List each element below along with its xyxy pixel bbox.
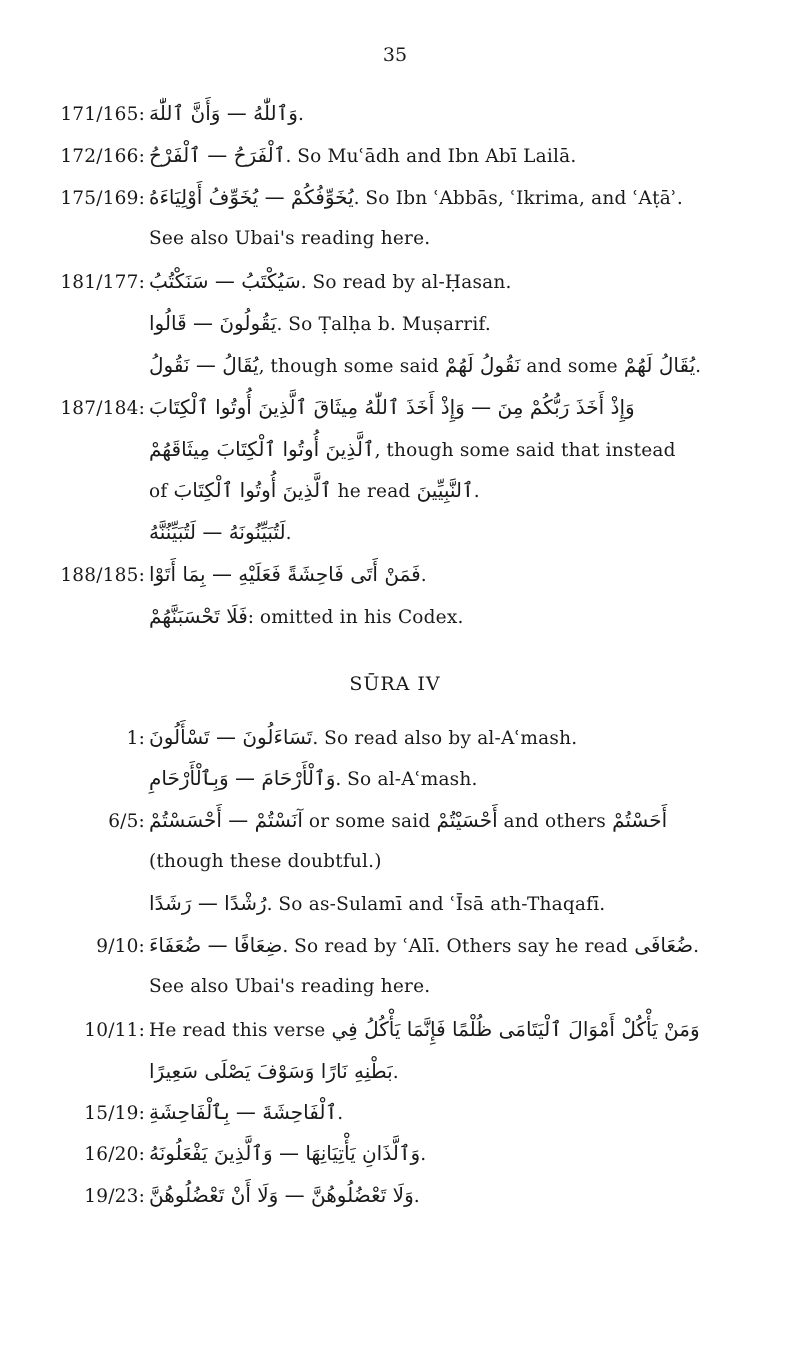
commentary-text: .: [413, 1186, 420, 1207]
arabic-text: وَٱلْأَرْحَامَ — وَبِٱلْأَرْحَامِ: [149, 766, 336, 790]
commentary-text: . So read by ʿAlī. Others say he read: [282, 936, 635, 957]
arabic-text: أَحَسْتُمْ: [612, 808, 668, 832]
variant-entry-continuation: [50, 514, 790, 550]
variant-entry: [50, 389, 710, 425]
arabic-text: ٱلْفَرَحُ — ٱلْفَرْحُ: [149, 143, 286, 167]
variant-entry-continuation: [50, 598, 790, 634]
commentary-text: . So as-Sulamī and ʿĪsā ath-Thaqafī.: [266, 894, 606, 915]
variant-entry-continuation: [50, 969, 790, 1005]
arabic-text: يُخَوِّفُكُمْ — يُخَوِّفُ أَوْلِيَاءَهُ: [149, 185, 354, 209]
arabic-text: ٱلْفَاحِشَةَ — بِٱلْفَاحِشَةِ: [149, 1100, 338, 1124]
arabic-text: ضُعَافَى: [634, 933, 694, 957]
variant-entry: [50, 137, 710, 173]
commentary-text: . So read by al-Ḥasan.: [300, 272, 512, 293]
variant-entry: [50, 1135, 710, 1171]
arabic-text: يُقَالُ لَهُمْ: [623, 353, 696, 377]
page-number: 35: [382, 44, 408, 66]
verse-reference: 172/166:: [60, 146, 145, 167]
variant-entry: [50, 1177, 710, 1213]
variant-entry: [50, 556, 710, 592]
commentary-text: and others: [497, 811, 613, 832]
variant-entry: [50, 802, 710, 838]
variant-entry-continuation: [50, 221, 790, 257]
verse-reference: 16/20:: [84, 1144, 145, 1165]
arabic-text: فَمَنْ أَتَى فَاحِشَةً فَعَلَيْهِ — بِمَا أَتَوْا: [149, 562, 421, 586]
arabic-text: وَلَا تَعْضُلُوهُنَّ — وَلَا أَنْ تَعْضُلُوهُنَّ: [149, 1183, 414, 1207]
commentary-text: .: [420, 1144, 427, 1165]
variant-entry-continuation: [50, 305, 790, 341]
variant-entry: [50, 179, 710, 215]
commentary-text: and some: [520, 356, 624, 377]
variant-entry-continuation: [50, 844, 790, 880]
arabic-text: وَٱلَّذَانِ يَأْتِيَانِهَا — وَٱلَّذِينَ يَفْعَلُونَهُ: [149, 1141, 421, 1165]
arabic-text: أَحْسَيْتُمْ: [436, 808, 498, 832]
commentary-text: .: [695, 356, 702, 377]
variant-entry: [50, 719, 710, 755]
variant-entry-continuation: [50, 472, 790, 508]
verse-reference: 9/10:: [96, 936, 145, 957]
arabic-text: ٱلنَّبِيِّينَ: [416, 478, 474, 502]
commentary-text: . So Muʿādh and Ibn Abī Lailā.: [285, 146, 577, 167]
arabic-text: نَقُولُ لَهُمْ: [444, 353, 521, 377]
variant-entry-continuation: [50, 1053, 790, 1089]
arabic-text: ٱلَّذِينَ أُوتُوا ٱلْكِتَابَ مِيثَاقَهُمْ: [149, 437, 375, 461]
arabic-text: وَمَنْ يَأْكُلْ أَمْوَالَ ٱلْيَتَامَى ظُلْمًا فَإِنَّمَا يَأْكُلُ فِي: [331, 1017, 700, 1041]
arabic-text: سَيُكْتَبُ — سَنَكْتُبُ: [149, 269, 301, 293]
arabic-text: لَتُبَيِّنُونَهُ — لَتُبَيِّنُنَّهُ: [149, 520, 286, 544]
variant-entry-continuation: [50, 760, 790, 796]
verse-reference: 10/11:: [84, 1020, 145, 1041]
verse-reference: 15/19:: [84, 1103, 145, 1124]
arabic-text: رُشْدًا — رَشَدًا: [149, 891, 267, 915]
variant-entry: [50, 1094, 710, 1130]
verse-reference: 187/184:: [60, 398, 145, 419]
commentary-text: . So read also by al-Aʿmash.: [312, 728, 578, 749]
commentary-text: See also Ubai's reading here.: [149, 228, 431, 249]
commentary-text: .: [420, 565, 427, 586]
commentary-text: or some said: [302, 811, 437, 832]
commentary-text: See also Ubai's reading here.: [149, 976, 431, 997]
commentary-text: . So Ṭalḥa b. Muṣarrif.: [276, 314, 491, 335]
commentary-text: , though some said that instead: [374, 440, 676, 461]
verse-reference: 1:: [126, 728, 145, 749]
verse-reference: 188/185:: [60, 565, 145, 586]
verse-reference: 175/169:: [60, 188, 145, 209]
commentary-text: .: [473, 481, 480, 502]
arabic-text: ٱلَّذِينَ أُوتُوا ٱلْكِتَابَ: [173, 478, 332, 502]
verse-reference: 171/165:: [60, 104, 145, 125]
arabic-text: يَقُولُونَ — قَالُوا: [149, 311, 277, 335]
variant-entry: [50, 1011, 710, 1047]
variant-entry-continuation: [50, 347, 790, 383]
commentary-text: .: [693, 936, 700, 957]
arabic-text: تَسَاءَلُونَ — تَسْأَلُونَ: [149, 725, 313, 749]
commentary-text: he read: [331, 481, 417, 502]
variant-entry: [50, 927, 710, 963]
arabic-text: وَٱللّٰهُ — وَأَنَّ ٱللّٰهَ: [149, 101, 298, 125]
verse-reference: 181/177:: [60, 272, 145, 293]
variant-entry-continuation: [50, 885, 790, 921]
variant-entry: [50, 263, 710, 299]
arabic-text: ضِعَافًا — ضُعَفَاءَ: [149, 933, 283, 957]
commentary-text: . So Ibn ʿAbbās, ʿIkrima, and ʿAṭāʾ.: [353, 188, 683, 209]
commentary-text: He read this verse: [149, 1020, 332, 1041]
commentary-text: , though some said: [258, 356, 445, 377]
sura-heading: SŪRA IV: [349, 673, 441, 695]
arabic-text: فَلَا تَحْسَبَنَّهُمْ: [149, 604, 248, 628]
variant-entry: [50, 95, 710, 131]
commentary-text: .: [297, 104, 304, 125]
commentary-text: of: [149, 481, 174, 502]
arabic-text: بَطْنِهِ نَارًا وَسَوْفَ يَصْلَى سَعِيرًا: [149, 1059, 393, 1083]
commentary-text: (though these doubtful.): [149, 851, 382, 872]
commentary-text: .: [392, 1062, 399, 1083]
commentary-text: . So al-Aʿmash.: [335, 769, 478, 790]
arabic-text: وَإِذْ أَخَذَ رَبُّكُمْ مِنَ — وَإِذْ أَخَذَ ٱللّٰهُ مِيثَاقَ ٱلَّذِينَ أُوتُوا ٱلْكِتَابَ: [149, 395, 635, 419]
verse-reference: 6/5:: [108, 811, 145, 832]
commentary-text: .: [285, 523, 292, 544]
commentary-text: .: [337, 1103, 344, 1124]
arabic-text: يُقَالُ — نَقُولُ: [149, 353, 259, 377]
variant-entry-continuation: [50, 431, 790, 467]
commentary-text: : omitted in his Codex.: [247, 607, 464, 628]
arabic-text: آنَسْتُمْ — أَحْسَسْتُمْ: [149, 808, 303, 832]
verse-reference: 19/23:: [84, 1186, 145, 1207]
